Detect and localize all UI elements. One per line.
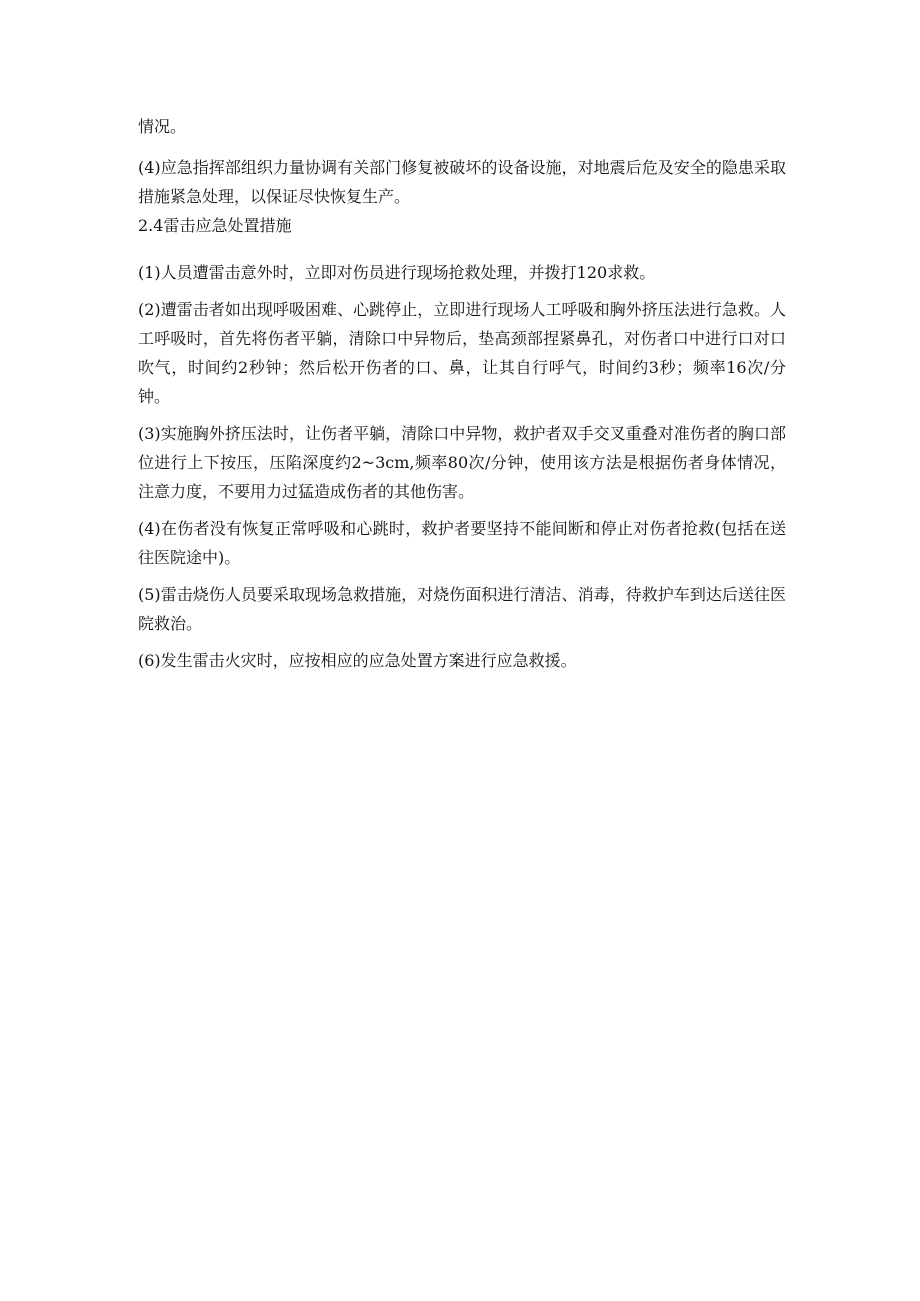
- continuation-text: 情况。: [138, 117, 187, 136]
- list-item-6: (6)发生雷击火灾时，应按相应的应急处置方案进行应急救援。: [138, 651, 577, 670]
- list-item-3: (3)实施胸外挤压法时，让伤者平躺，清除口中异物，救护者双手交叉重叠对准伤者的胸口部位进行上下按压，压陷深度约2~3cm,频率80次/分钟，使用该方法是根据伤者身体情况，注意力度，不要用力过猛造成伤者的其他伤害。: [138, 424, 786, 501]
- document-body: [138, 112, 786, 675]
- list-item-2: (2)遭雷击者如出现呼吸困难、心跳停止，立即进行现场人工呼吸和胸外挤压法进行急救。人工呼吸时，首先将伤者平躺，清除口中异物后，垫高颈部捏紧鼻孔，对伤者口中进行口对口吹气，时间约2秒钟；然后松开伤者的口、鼻，让其自行呼气，时间约3秒；频率16次/分钟。: [138, 300, 786, 406]
- list-item-5: (5)雷击烧伤人员要采取现场急救措施，对烧伤面积进行清洁、消毒，待救护车到达后送往医院救治。: [138, 585, 786, 633]
- section-heading: 2.4雷击应急处置措施: [138, 216, 292, 235]
- list-item-1: (1)人员遭雷击意外时，立即对伤员进行现场抢救处理，并拨打120求救。: [138, 263, 656, 282]
- paragraph-earthquake-4: (4)应急指挥部组织力量协调有关部门修复被破坏的设备设施，对地震后危及安全的隐患采取措施紧急处理，以保证尽快恢复生产。: [138, 158, 786, 206]
- list-item-4: (4)在伤者没有恢复正常呼吸和心跳时，救护者要坚持不能间断和停止对伤者抢救(包括在送往医院途中)。: [138, 519, 786, 567]
